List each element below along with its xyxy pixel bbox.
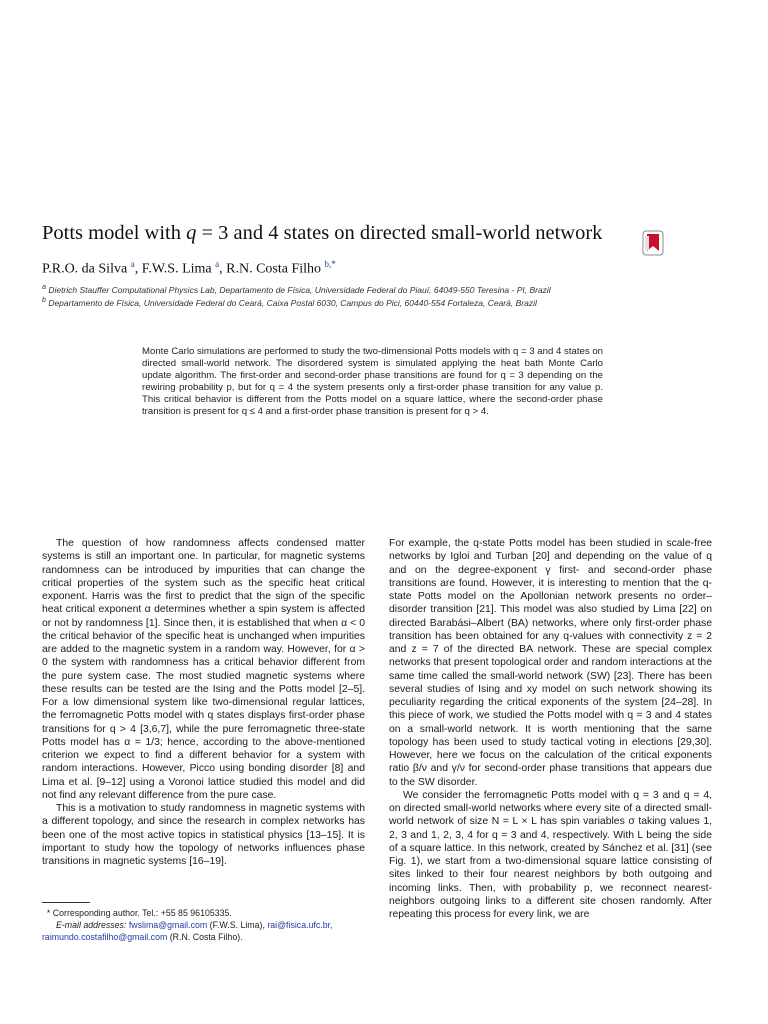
corresponding-author-note	[42, 907, 372, 919]
author-affiliation-mark[interactable]: a	[130, 259, 135, 269]
affiliation-a	[42, 283, 551, 295]
body-paragraph: We consider the ferromagnetic Potts model with q = 3 and q = 4, on directed small-world networks where every site of a directed small-world network of size N = L × L has spin variables σ taking values 1, 2, 3 and 1, 2, 3, 4 for q = 3 and 4, respectively. With L being the side of a square lattice. In this network, created by Sánchez et al. [31] (see Fig. 1), we start from a two-dimensional square lattice consisting of sites linked to their four nearest neighbors by both outgoing and incoming links. Then, with probability p, we reconnect nearest-neighbors outgoing links to a different site chosen randomly. After repeating this process for every link, we are	[389, 789, 712, 920]
body-column-right	[389, 537, 712, 921]
author-name: P.R.O. da Silva	[42, 261, 128, 277]
email-line	[42, 919, 372, 931]
abstract: Monte Carlo simulations are performed to study the two-dimensional Potts models with q = 3 and 4 states on directed small-world network. The disordered system is simulated applying the heat bath Monte Carlo update algorithm. The first-order and second-order phase transitions are found for q = 3 depending on the rewiring probability p, but for q = 4 the system presents only a first-order phase transition for any value p. This critical behavior is different from the Potts model on a square lattice, where the second-order phase transition is present for q ≤ 4 and a first-order phase transition is present for q > 4.	[142, 346, 603, 417]
body-paragraph: The question of how randomness affects condensed matter systems is still an important one. In particular, for magnetic systems randomness can be introduced by impurities that can change the critical properties of the system such as the specific heat critical exponent. Harris was the first to predict that the sign of the specific heat critical exponent α determines whether a spin system is affected or not by randomness [1]. Since then, it is established that when α < 0 the critical behavior of the specific heat is unchanged when impurities are added to the magnetic system in a random way. However, for α > 0 the system with randomness has a critical behavior different from the pure system case. The most studied magnetic systems where these results can be tested are the Ising and the Potts model [2–5]. For a low dimensional system like two-dimensional regular lattices, the ferromagnetic Potts model with q states displays first-order phase transitions for q > 4 [3,6,7], while the pure ferromagnetic three-state Potts model has α = 1/3; hence, according to the above-mentioned criterion we expect to find a different behavior for a system with random interactions. However, Picco using bonding disorder [8] and Lima et al. [9–12] using a Voronoi lattice studied this model and did not find any relevant difference from the pure case.	[42, 538, 365, 801]
body-paragraph: For example, the q-state Potts model has been studied in scale-free networks by Igloi and Turban [20] and depending on the value of q and on the degree-exponent γ first- and second-order phase transitions are found. However, it is interesting to mention that the q-state Potts model on the Apollonian network presents no order–disorder transition [21]. This model was also studied by Lima [22] on directed Barabási–Albert (BA) networks, where only first-order phase transition has been obtained for any q-values with connectivity z = 2 and z = 7 of the directed BA network. These are special complex networks that present topological order and random interactions at the same time called the small-world network (SW) [23]. There has been several studies of Ising and xy model on such network showing its peculiarity regarding the critical exponents of the system [24–28]. In this piece of work, we studied the Potts model with q = 3 and 4 states on a small-world network. It is worth mentioning that the same topology has been used to study tactical voting in elections [29,30]. However, here we focus on the calculation of the critical exponents ratio β/ν and γ/ν for second-order phase transitions that appears due to the SW disorder.	[389, 538, 712, 788]
author-affiliation-mark[interactable]: a	[215, 259, 220, 269]
affiliation-b	[42, 296, 537, 308]
crossmark-icon[interactable]	[642, 230, 664, 256]
author-affiliation-mark[interactable]: b,*	[324, 259, 336, 269]
email-line	[42, 931, 372, 943]
email-link[interactable]: rai@fisica.ufc.br,	[267, 920, 333, 930]
affiliation-text: Dietrich Stauffer Computational Physics Lab, Departamento de Física, Universidade Federal do Piauí, 64049-550 Teresina - PI, Brazil	[48, 284, 551, 295]
corresponding-author-text: Corresponding author. Tel.: +55 85 96105335.	[52, 908, 232, 918]
email-link[interactable]: raimundo.costafilho@gmail.com	[42, 932, 168, 942]
email-label: E-mail addresses:	[56, 920, 127, 930]
affiliation-mark: a	[42, 283, 46, 291]
asterisk-mark: *	[46, 908, 51, 918]
email-owner: (R.N. Costa Filho).	[169, 932, 243, 942]
author-list: P.R.O. da Silva $^a$, F.W.S. Lima $^a$, R.N. Costa Filho $^{b,*}$	[42, 259, 336, 277]
email-link[interactable]: fwslima@gmail.com	[128, 920, 208, 930]
affiliation-text: Departamento de Física, Universidade Federal do Ceará, Caixa Postal 6030, Campus do Pici, 60440-554 Fortaleza, Ceará, Brazil	[48, 297, 537, 308]
author-name: R.N. Costa Filho	[226, 261, 322, 277]
paper-title-text: Potts model with q = 3 and 4 states on directed small-world network	[42, 222, 603, 244]
footnote-rule	[42, 902, 90, 903]
body-paragraph: This is a motivation to study randomness in magnetic systems with a different topology, and since the research in complex networks has been one of the most active topics in statistical physics [13–15]. It is important to study how the topology of networks influences phase transitions in magnetic systems [16–19].	[42, 803, 365, 867]
paper-title	[42, 222, 642, 245]
email-owner: (F.W.S. Lima),	[209, 920, 265, 930]
author-name: F.W.S. Lima	[141, 261, 212, 277]
affiliation-mark: b	[42, 296, 46, 304]
body-column-left	[42, 537, 365, 868]
footnote	[42, 907, 372, 943]
